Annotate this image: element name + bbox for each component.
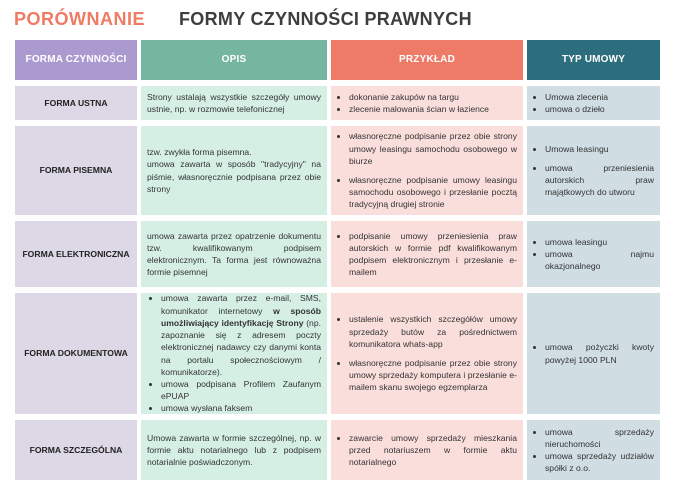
list-item: • umowa zawarta przez e-mail, SMS, komunikator internetowy w sposób umożliwiający identyfikację Strony (np. zapoznanie się z adresem poczty elektronicznej nadawcy czy danymi konta na portalu społecznościowym / komunikatorze). bbox=[161, 292, 321, 377]
list-item: • umowa najmu okazjonalnego bbox=[545, 248, 654, 272]
list-item: • umowa przeniesienia autorskich praw majątkowych do utworu bbox=[545, 162, 654, 199]
types-szczegolna bbox=[527, 420, 660, 480]
row-label-pisemna: FORMA PISEMNA bbox=[15, 126, 137, 215]
list-item: • umowa sprzedaży udziałów spółki z o.o. bbox=[545, 450, 654, 474]
types-ustna bbox=[527, 86, 660, 120]
desc-ustna bbox=[141, 86, 327, 120]
row-label-dokumentowa: FORMA DOKUMENTOWA bbox=[15, 293, 137, 414]
list-item: • podpisanie umowy przeniesienia praw autorskich w formie pdf kwalifikowanym podpisem elektronicznym i przesłanie e-mailem bbox=[349, 230, 517, 279]
desc-text: Umowa zawarta w formie szczególnej, np. w formie aktu notarialnego lub z podpisem notarialnie poświadczonym. bbox=[147, 432, 321, 468]
column-header-przyklad: PRZYKŁAD bbox=[331, 40, 523, 80]
desc-szczegolna bbox=[141, 420, 327, 480]
list-item: • własnoręczne podpisanie umowy leasingu samochodu osobowego i przesłanie pocztą tradycyjną drugiej stronie bbox=[349, 174, 517, 211]
desc-dokumentowa bbox=[141, 293, 327, 414]
list-item: • umowa pożyczki kwoty powyżej 1000 PLN bbox=[545, 341, 654, 365]
list-item: • własnoręczne podpisanie przez obie strony umowy leasingu samochodu osobowego w biurze bbox=[349, 130, 517, 167]
desc-text: Strony ustalają wszystkie szczegóły umowy ustnie, np. w rozmowie telefonicznej bbox=[147, 91, 321, 114]
desc-elektroniczna bbox=[141, 221, 327, 287]
list-item: • dokonanie zakupów na targu bbox=[349, 91, 517, 103]
comparison-table bbox=[15, 40, 660, 480]
row-label-elektroniczna: FORMA ELEKTRONICZNA bbox=[15, 221, 137, 287]
list-item: • Umowa leasingu bbox=[545, 143, 654, 155]
list-item: • umowa sprzedaży nieruchomości bbox=[545, 426, 654, 450]
header-label: PORÓWNANIE bbox=[14, 8, 145, 29]
desc-pisemna bbox=[141, 126, 327, 215]
desc-text: umowa zawarta w sposób "tradycyjny" na piśmie, własnoręcznie podpisana przez obie strony bbox=[147, 159, 321, 194]
list-item: • zawarcie umowy sprzedaży mieszkania przed notariuszem w formie aktu notarialnego bbox=[349, 432, 517, 469]
desc-text: tzw. zwykła forma pisemna. bbox=[147, 147, 252, 158]
types-elektroniczna bbox=[527, 221, 660, 287]
page-header bbox=[14, 6, 472, 32]
row-label-szczegolna: FORMA SZCZEGÓLNA bbox=[15, 420, 137, 480]
column-header-opis: OPIS bbox=[141, 40, 327, 80]
column-header-forma: FORMA CZYNNOŚCI bbox=[15, 40, 137, 80]
list-item: • umowa leasingu bbox=[545, 236, 654, 248]
list-item: • własnoręczne podpisanie przez obie strony umowy sprzedaży komputera i przesłanie e-mailem skanu swojego egzemplarza bbox=[349, 357, 517, 394]
examples-elektroniczna bbox=[331, 221, 523, 287]
list-item: • umowa wysłana faksem bbox=[161, 402, 321, 414]
types-dokumentowa bbox=[527, 293, 660, 414]
desc-text: umowa zawarta przez opatrzenie dokumentu tzw. kwalifikowanym podpisem elektronicznym. Ta forma jest równoważna formie pisemnej bbox=[147, 230, 321, 278]
list-item: • umowa podpisana Profilem Zaufanym ePUAP bbox=[161, 378, 321, 402]
types-pisemna bbox=[527, 126, 660, 215]
list-item: • umowa o dzieło bbox=[545, 103, 654, 115]
list-item: • Umowa zlecenia bbox=[545, 91, 654, 103]
list-item: • zlecenie malowania ścian w łazience bbox=[349, 103, 517, 115]
list-item: • ustalenie wszystkich szczegółów umowy sprzedaży butów za pośrednictwem komunikatora whats-app bbox=[349, 313, 517, 350]
column-header-typ-umowy: TYP UMOWY bbox=[527, 40, 660, 80]
examples-ustna bbox=[331, 86, 523, 120]
row-label-ustna: FORMA USTNA bbox=[15, 86, 137, 120]
examples-dokumentowa bbox=[331, 293, 523, 414]
examples-pisemna bbox=[331, 126, 523, 215]
examples-szczegolna bbox=[331, 420, 523, 480]
page-title: FORMY CZYNNOŚCI PRAWNYCH bbox=[179, 8, 472, 29]
